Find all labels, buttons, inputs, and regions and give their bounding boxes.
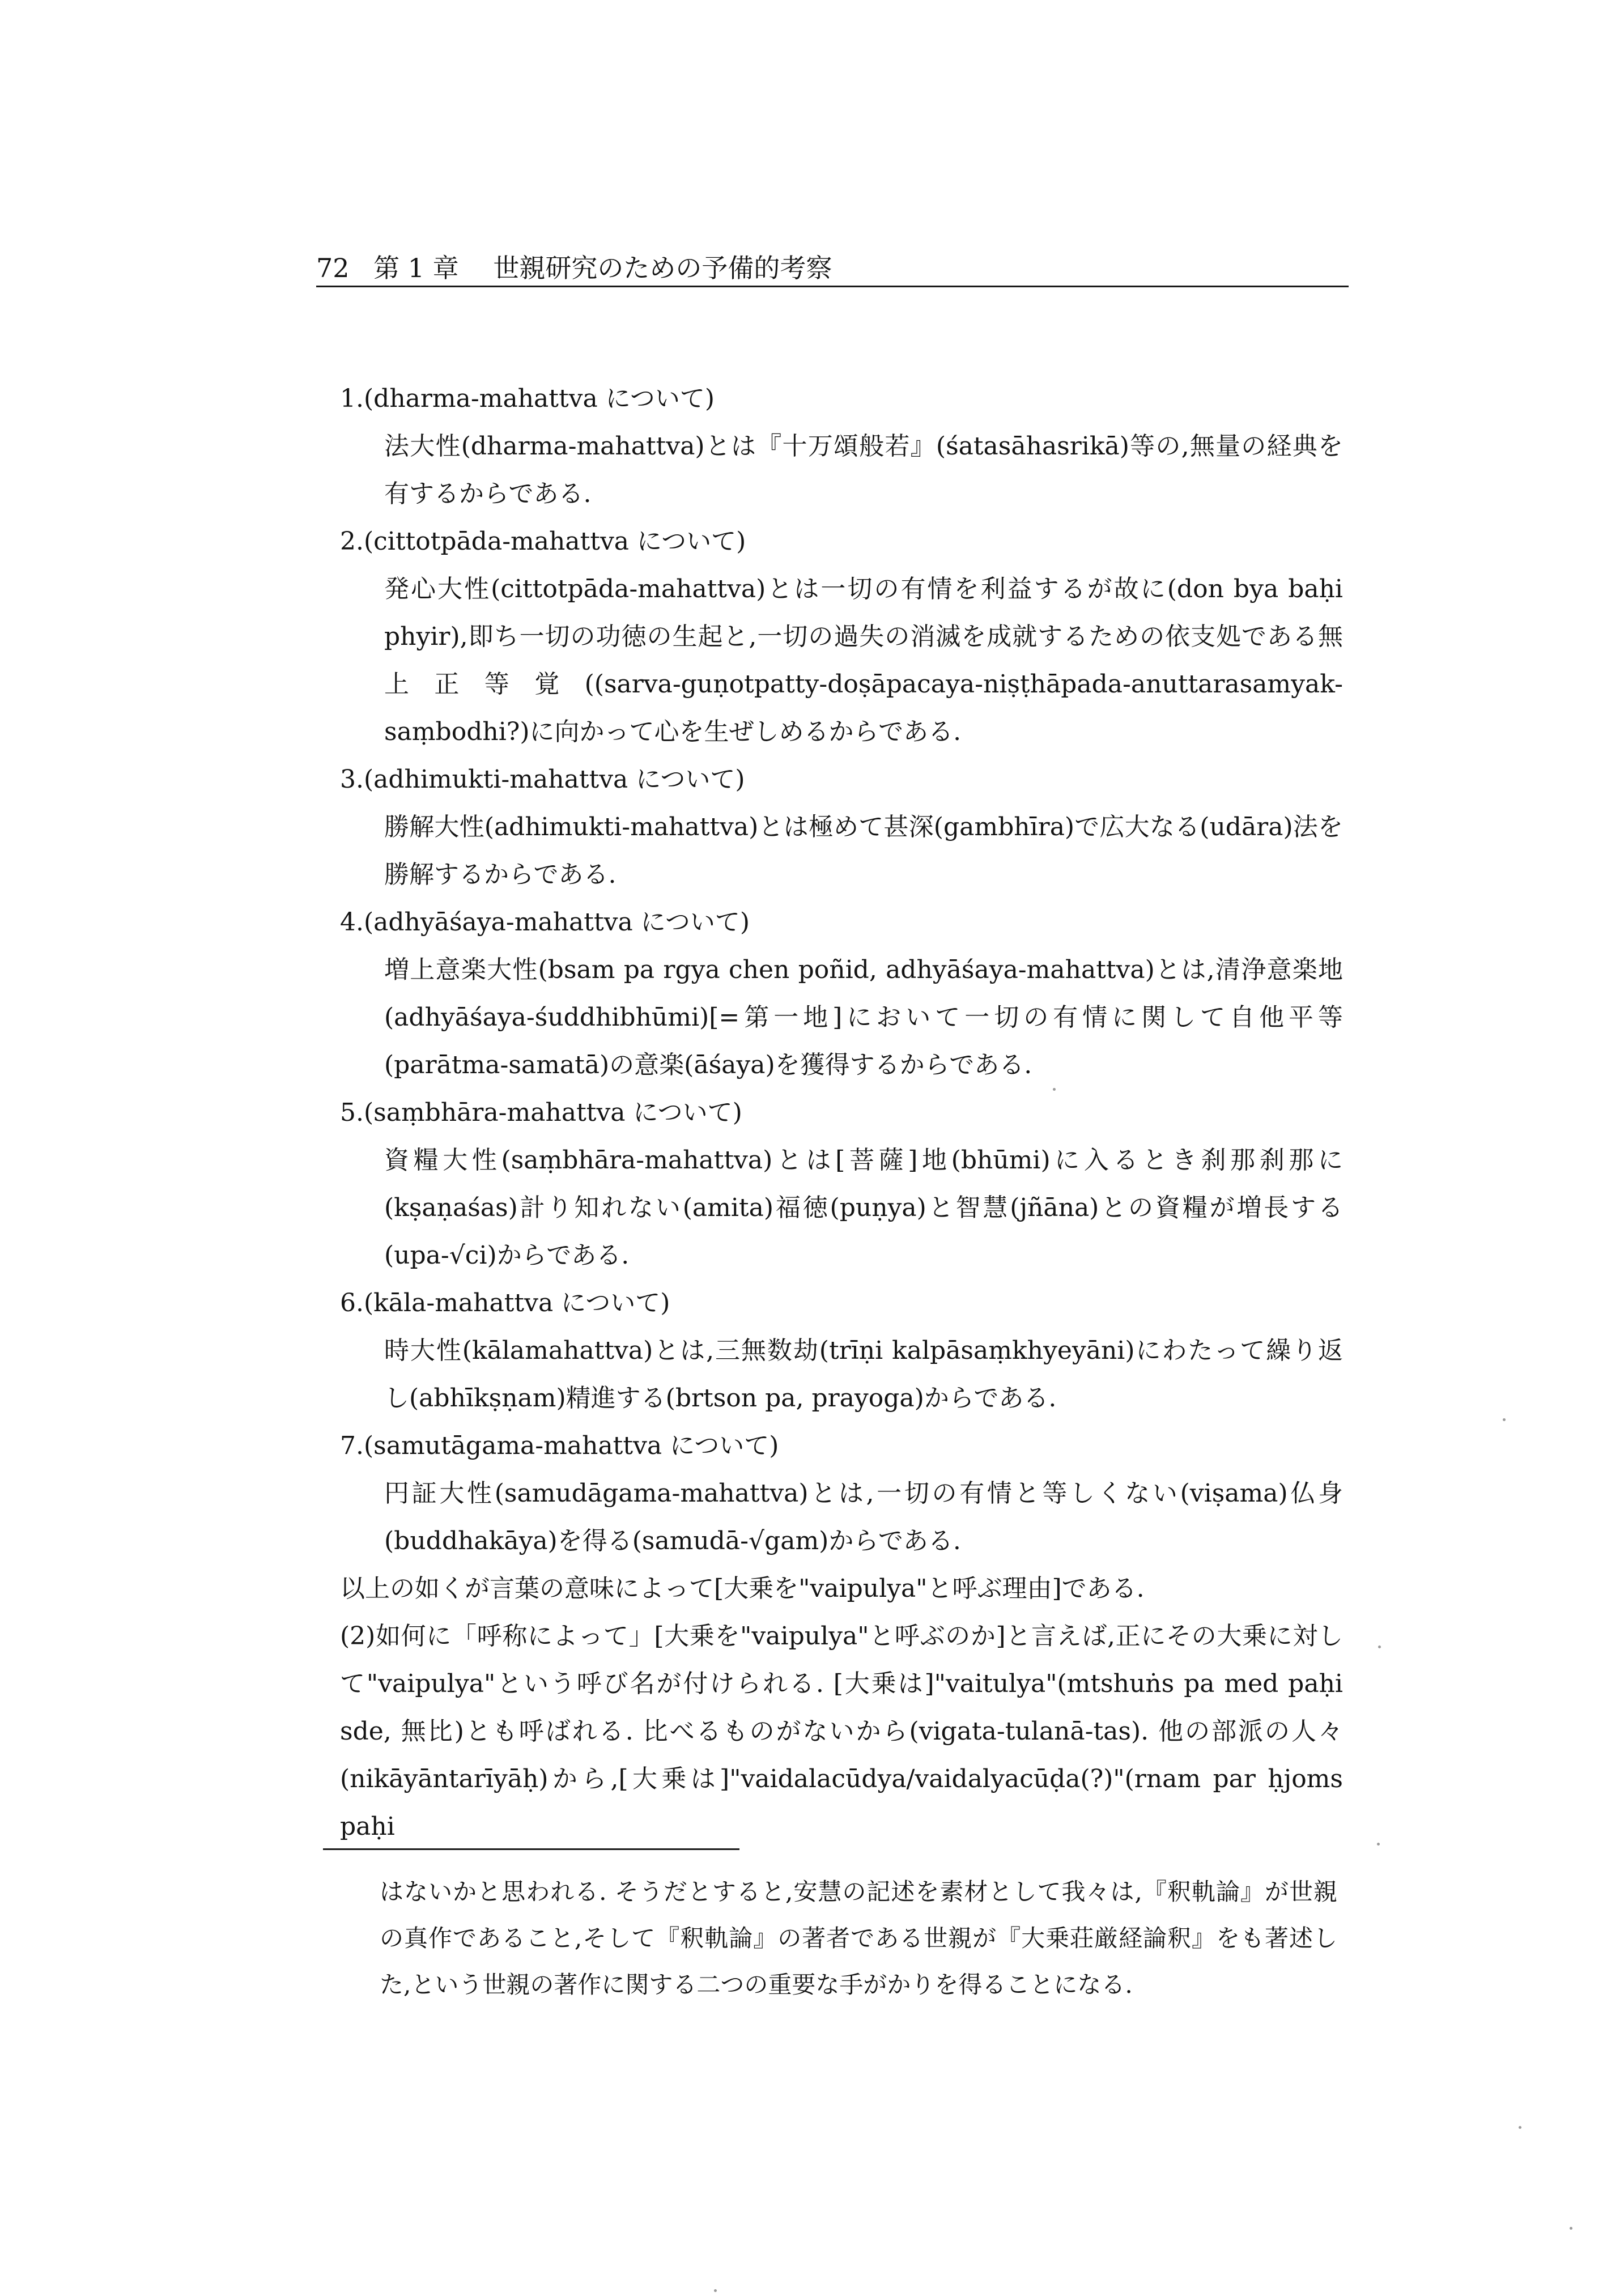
- item-heading: 5.(saṃbhāra-mahattva について): [340, 1098, 742, 1127]
- scan-speck: [1378, 1646, 1381, 1648]
- item-body: 円証大性(samudāgama-mahattva)とは,一切の有情と等しくない(viṣama)仏身(buddhakāya)を得る(samudā-√gam)からである.: [384, 1479, 1343, 1555]
- scan-speck: [1519, 2126, 1521, 2129]
- chapter-title: 世親研究のための予備的考察: [493, 253, 832, 283]
- scan-speck: [714, 2289, 717, 2292]
- scan-speck: [1053, 1088, 1056, 1091]
- item-5: [340, 1089, 1343, 1279]
- item-heading: 3.(adhimukti-mahattva について): [340, 765, 745, 794]
- item-body: 法大性(dharma-mahattva)とは『十万頌般若』(śatasāhasrikā)等の,無量の経典を有するからである.: [384, 432, 1343, 508]
- item-body: 勝解大性(adhimukti-mahattva)とは極めて甚深(gambhīra)で広大なる(udāra)法を勝解するからである.: [384, 813, 1343, 889]
- item-6: [340, 1279, 1343, 1422]
- item-3: [340, 756, 1343, 899]
- scan-speck: [1503, 1418, 1506, 1421]
- item-heading: 4.(adhyāśaya-mahattva について): [340, 908, 750, 937]
- footnote-rule: [323, 1848, 739, 1850]
- item-heading: 7.(samutāgama-mahattva について): [340, 1431, 779, 1460]
- scan-speck: [1377, 1843, 1380, 1846]
- main-text: [340, 375, 1343, 1851]
- page-header: [316, 250, 1349, 287]
- item-2: [340, 518, 1343, 756]
- chapter-label: 第 1 章: [373, 253, 459, 283]
- paragraph-2: (2)如何に「呼称によって」[大乗を"vaipulya"と呼ぶのか]と言えば,正にその大乗に対して"vaipulya"という呼び名が付けられる. [大乗は]"vaitulya"(mtshuṅs pa med paḥi sde, 無比)とも呼ばれる. 比べるものがないから(vigata-tulanā-tas). 他の部派の人々(nikāyāntarīyāḥ)から,[大乗は]"vaidalacūdya/vaidalyacūḍa(?)"(rnam par ḥjoms paḥi: [340, 1622, 1343, 1841]
- item-1: [340, 375, 1343, 518]
- item-heading: 2.(cittotpāda-mahattva について): [340, 527, 746, 556]
- page-number: 72: [316, 253, 350, 283]
- item-4: [340, 899, 1343, 1089]
- item-heading: 6.(kāla-mahattva について): [340, 1289, 670, 1317]
- item-7: [340, 1422, 1343, 1565]
- scan-speck: [1570, 2227, 1572, 2230]
- item-body: 発心大性(cittotpāda-mahattva)とは一切の有情を利益するが故に(don bya baḥi phyir),即ち一切の功徳の生起と,一切の過失の消滅を成就するための依支処である無上正等覚((sarva-guṇotpatty-doṣāpacaya-niṣṭhāpada-anuttarasamyak-saṃbodhi?)に向かって心を生ぜしめるからである.: [384, 575, 1343, 746]
- item-body: 増上意楽大性(bsam pa rgya chen poñid, adhyāśaya-mahattva)とは,清浄意楽地(adhyāśaya-śuddhibhūmi)[=第一地]において一切の有情に関して自他平等(parātma-samatā)の意楽(āśaya)を獲得するからである.: [384, 955, 1343, 1079]
- footnote: はないかと思われる. そうだとすると,安慧の記述を素材として我々は,『釈軌論』が世親の真作であること,そして『釈軌論』の著者である世親が『大乗荘厳経論釈』をも著述した,という世親の著作に関する二つの重要な手がかりを得ることになる.: [380, 1878, 1337, 1999]
- item-body: 資糧大性(saṃbhāra-mahattva)とは[菩薩]地(bhūmi)に入るとき刹那刹那に(kṣaṇaśas)計り知れない(amita)福徳(puṇya)と智慧(jñāna)との資糧が増長する(upa-√ci)からである.: [384, 1146, 1343, 1270]
- item-heading: 1.(dharma-mahattva について): [340, 384, 715, 413]
- item-body: 時大性(kālamahattva)とは,三無数劫(trīṇi kalpāsaṃkhyeyāni)にわたって繰り返し(abhīkṣṇam)精進する(brtson pa, prayoga)からである.: [384, 1336, 1343, 1413]
- conclusion-paragraph: 以上の如くが言葉の意味によって[大乗を"vaipulya"と呼ぶ理由]である.: [340, 1574, 1145, 1603]
